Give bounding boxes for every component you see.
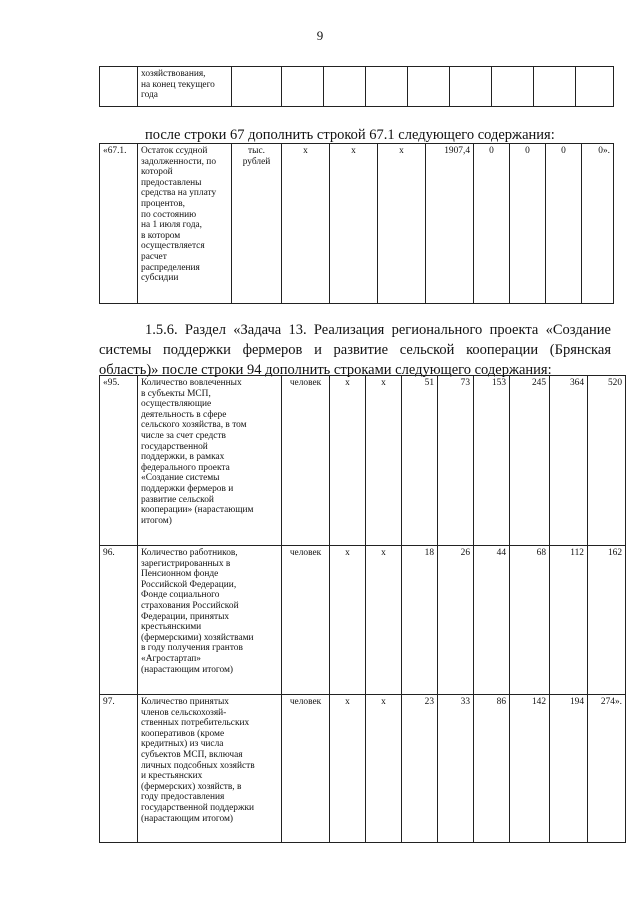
- table-cell: [232, 67, 282, 107]
- paragraph-line: системы поддержки фермеров и развитие сельской кооперации (Брянская: [99, 342, 611, 358]
- table-cell: 162: [588, 546, 626, 695]
- table-cell: 112: [550, 546, 588, 695]
- table-cell: 73: [438, 376, 474, 546]
- row-name: Остаток ссудной задолженности, по которой предоставлены средства на уплату процентов, по состоянию на 1 июля года, в котором осуществляется расчет распределения субсидии: [138, 144, 232, 304]
- table-cell: х: [366, 376, 402, 546]
- table-cell: [100, 67, 138, 107]
- table-cell: [408, 67, 450, 107]
- table-cell: [492, 67, 534, 107]
- paragraph-line: область)» после строки 94 дополнить строками следующего содержания:: [99, 362, 552, 378]
- table-cell: 1907,4: [426, 144, 474, 304]
- table-cell: х: [282, 144, 330, 304]
- row-number: «67.1.: [100, 144, 138, 304]
- table-cell: [450, 67, 492, 107]
- row-number: 96.: [100, 546, 138, 695]
- row-name: Количество принятых членов сельскохозяй- ственных потребительских кооперативов (кроме кредитных) из числа субъектов МСП, включая личных подсобных хозяйств и крестьянских (фермерских) хозяйств, в году предоставления государственной поддержки (нарастающим итогом): [138, 695, 282, 843]
- table-row: [100, 546, 626, 695]
- table-cell: х: [330, 376, 366, 546]
- table-cell: 245: [510, 376, 550, 546]
- table-cell: 142: [510, 695, 550, 843]
- table-cell: 44: [474, 546, 510, 695]
- table-cell: х: [378, 144, 426, 304]
- table-cell: х: [366, 695, 402, 843]
- table-row: [100, 695, 626, 843]
- row-67-1-table: [99, 143, 614, 304]
- row-unit: тыс. рублей: [232, 144, 282, 304]
- table-cell: х: [330, 546, 366, 695]
- table-cell: 0: [510, 144, 546, 304]
- row-name: Количество работников, зарегистрированных в Пенсионном фонде Российской Федерации, Фонде социального страхования Российской Федерации, принятых крестьянскими (фермерскими) хозяйствами в году получения грантов «Агростартап» (нарастающим итогом): [138, 546, 282, 695]
- row-unit: человек: [282, 376, 330, 546]
- table-cell: 0: [546, 144, 582, 304]
- instruction-line: после строки 67 дополнить строкой 67.1 следующего содержания:: [145, 127, 555, 143]
- indicators-table: [99, 375, 626, 843]
- table-cell: 153: [474, 376, 510, 546]
- row-number: «95.: [100, 376, 138, 546]
- table-cell: [534, 67, 576, 107]
- table-cell: 51: [402, 376, 438, 546]
- row-name: Количество вовлеченных в субъекты МСП, осуществляющие деятельность в сфере сельского хозяйства, в том числе за счет средств государственной поддержки, в рамках федерального проекта «Создание системы поддержки фермеров и развитие сельской кооперации» (нарастающим итогом): [138, 376, 282, 546]
- table-cell: 274».: [588, 695, 626, 843]
- table-cell: 33: [438, 695, 474, 843]
- page-number: 9: [316, 28, 324, 43]
- table-cell: 18: [402, 546, 438, 695]
- table-cell: хозяйствования, на конец текущего года: [138, 67, 232, 107]
- table-cell: 86: [474, 695, 510, 843]
- paragraph-line: 1.5.6. Раздел «Задача 13. Реализация регионального проекта «Создание: [145, 322, 611, 338]
- row-unit: человек: [282, 546, 330, 695]
- table-cell: 364: [550, 376, 588, 546]
- table-row: [100, 376, 626, 546]
- table-cell: [366, 67, 408, 107]
- table-cell: 0: [474, 144, 510, 304]
- table-cell: 194: [550, 695, 588, 843]
- row-number: 97.: [100, 695, 138, 843]
- table-cell: [282, 67, 324, 107]
- table-cell: [576, 67, 614, 107]
- table-cell: 23: [402, 695, 438, 843]
- table-cell: х: [330, 144, 378, 304]
- table-cell: 68: [510, 546, 550, 695]
- table-cell: 520: [588, 376, 626, 546]
- section-paragraph: [99, 320, 611, 380]
- table-cell: х: [366, 546, 402, 695]
- row-unit: человек: [282, 695, 330, 843]
- table-cell: 0».: [582, 144, 614, 304]
- table-cell: [324, 67, 366, 107]
- top-table-fragment: [99, 66, 614, 107]
- table-cell: 26: [438, 546, 474, 695]
- table-cell: х: [330, 695, 366, 843]
